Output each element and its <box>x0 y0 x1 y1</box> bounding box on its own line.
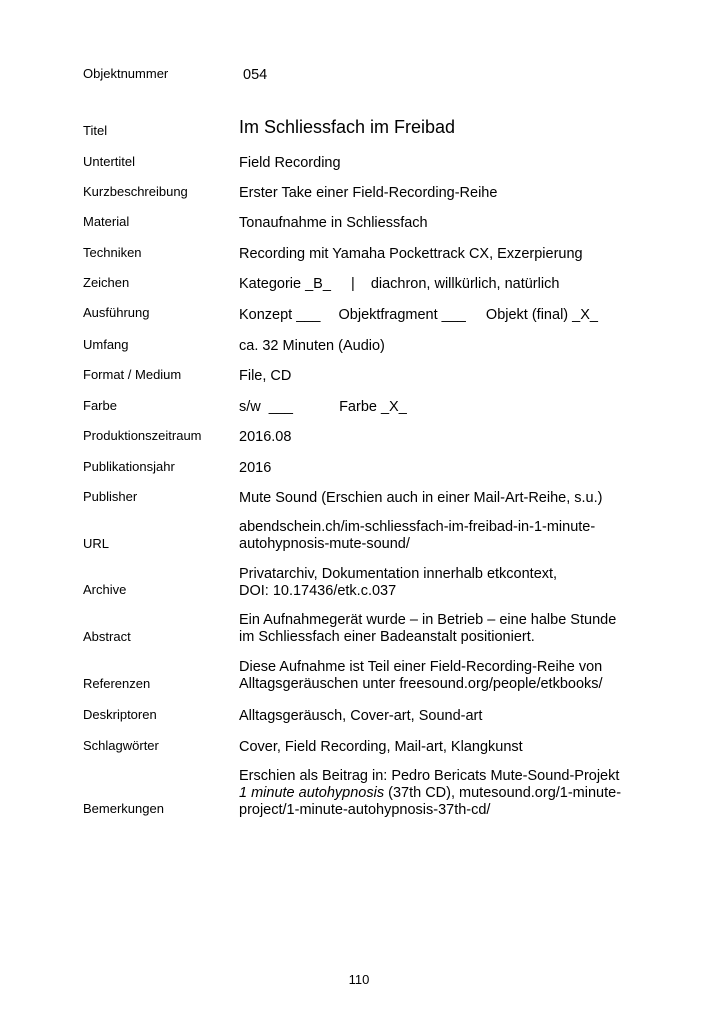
abstract-line-2: im Schliessfach einer Badeanstalt positioniert. <box>239 628 535 645</box>
archive-line-1: Privatarchiv, Dokumentation innerhalb etkcontext, <box>239 566 558 582</box>
value-kurzbeschreibung: Erster Take einer Field-Recording-Reihe <box>239 185 498 201</box>
ausfuehrung-objekt-final: Objekt (final) _X_ <box>485 307 598 323</box>
label-deskriptoren: Deskriptoren <box>83 707 157 722</box>
value-publikationsjahr: 2016 <box>239 460 272 476</box>
value-farbe <box>239 399 659 416</box>
label-archive: Archive <box>83 582 127 597</box>
label-kurzbeschreibung: Kurzbeschreibung <box>83 184 188 199</box>
farbe-sw: s/w ___ <box>239 399 293 415</box>
referenzen-line-1: Diese Aufnahme ist Teil einer Field-Recording-Reihe von <box>239 659 603 675</box>
value-archive <box>239 566 659 600</box>
value-format-medium: File, CD <box>239 368 292 384</box>
value-bemerkungen <box>239 768 699 818</box>
zeichen-rest: diachron, willkürlich, natürlich <box>370 276 560 292</box>
value-objektnummer: 054 <box>243 67 268 83</box>
value-referenzen <box>239 659 699 693</box>
label-produktionszeitraum: Produktionszeitraum <box>83 428 202 443</box>
label-untertitel: Untertitel <box>83 154 136 169</box>
label-objektnummer: Objektnummer <box>83 66 169 81</box>
value-material: Tonaufnahme in Schliessfach <box>239 215 428 231</box>
referenzen-line-2: Alltagsgeräuschen unter freesound.org/people/etkbooks/ <box>239 675 603 692</box>
label-techniken: Techniken <box>83 245 142 260</box>
value-untertitel: Field Recording <box>239 155 341 171</box>
label-umfang: Umfang <box>83 337 129 352</box>
value-url <box>239 519 659 553</box>
abstract-line-1: Ein Aufnahmegerät wurde – in Betrieb – eine halbe Stunde <box>239 612 617 628</box>
label-url: URL <box>83 536 110 551</box>
value-schlagwoerter: Cover, Field Recording, Mail-art, Klangkunst <box>239 739 523 755</box>
url-line-1: abendschein.ch/im-schliessfach-im-freibad-in-1-minute- <box>239 519 596 535</box>
url-line-2: autohypnosis-mute-sound/ <box>239 535 410 552</box>
bemerkungen-line-2-rest: (37th CD), mutesound.org/1-minute- <box>384 784 622 801</box>
bemerkungen-line-3: project/1-minute-autohypnosis-37th-cd/ <box>239 801 491 818</box>
value-produktionszeitraum: 2016.08 <box>239 429 292 445</box>
label-ausfuehrung: Ausführung <box>83 305 150 320</box>
ausfuehrung-objektfragment: Objektfragment ___ <box>338 307 466 323</box>
page-number: 110 <box>348 972 370 987</box>
bemerkungen-line-1: Erschien als Beitrag in: Pedro Bericats Mute-Sound-Projekt <box>239 768 620 784</box>
label-publikationsjahr: Publikationsjahr <box>83 459 175 474</box>
bemerkungen-line-2 <box>239 785 699 802</box>
label-format-medium: Format / Medium <box>83 367 182 382</box>
value-publisher: Mute Sound (Erschien auch in einer Mail-Art-Reihe, s.u.) <box>239 490 603 506</box>
archive-line-2: DOI: 10.17436/etk.c.037 <box>239 582 397 599</box>
label-publisher: Publisher <box>83 489 138 504</box>
label-farbe: Farbe <box>83 398 117 413</box>
label-titel: Titel <box>83 123 108 138</box>
ausfuehrung-konzept: Konzept ___ <box>239 307 321 323</box>
value-ausfuehrung <box>239 307 699 324</box>
zeichen-separator: | <box>350 276 355 292</box>
value-abstract <box>239 612 699 646</box>
label-schlagwoerter: Schlagwörter <box>83 738 159 753</box>
value-zeichen <box>239 276 659 293</box>
label-zeichen: Zeichen <box>83 275 130 290</box>
value-deskriptoren: Alltagsgeräusch, Cover-art, Sound-art <box>239 708 483 724</box>
label-abstract: Abstract <box>83 629 131 644</box>
farbe-farbe: Farbe _X_ <box>339 399 407 415</box>
label-referenzen: Referenzen <box>83 676 151 691</box>
value-techniken: Recording mit Yamaha Pockettrack CX, Exzerpierung <box>239 246 583 262</box>
label-material: Material <box>83 214 130 229</box>
value-umfang: ca. 32 Minuten (Audio) <box>239 338 385 354</box>
value-titel: Im Schliessfach im Freibad <box>239 117 456 137</box>
bemerkungen-title-italic: 1 minute autohypnosis <box>239 784 385 801</box>
zeichen-kategorie: Kategorie _B_ <box>239 276 331 292</box>
label-bemerkungen: Bemerkungen <box>83 801 164 816</box>
